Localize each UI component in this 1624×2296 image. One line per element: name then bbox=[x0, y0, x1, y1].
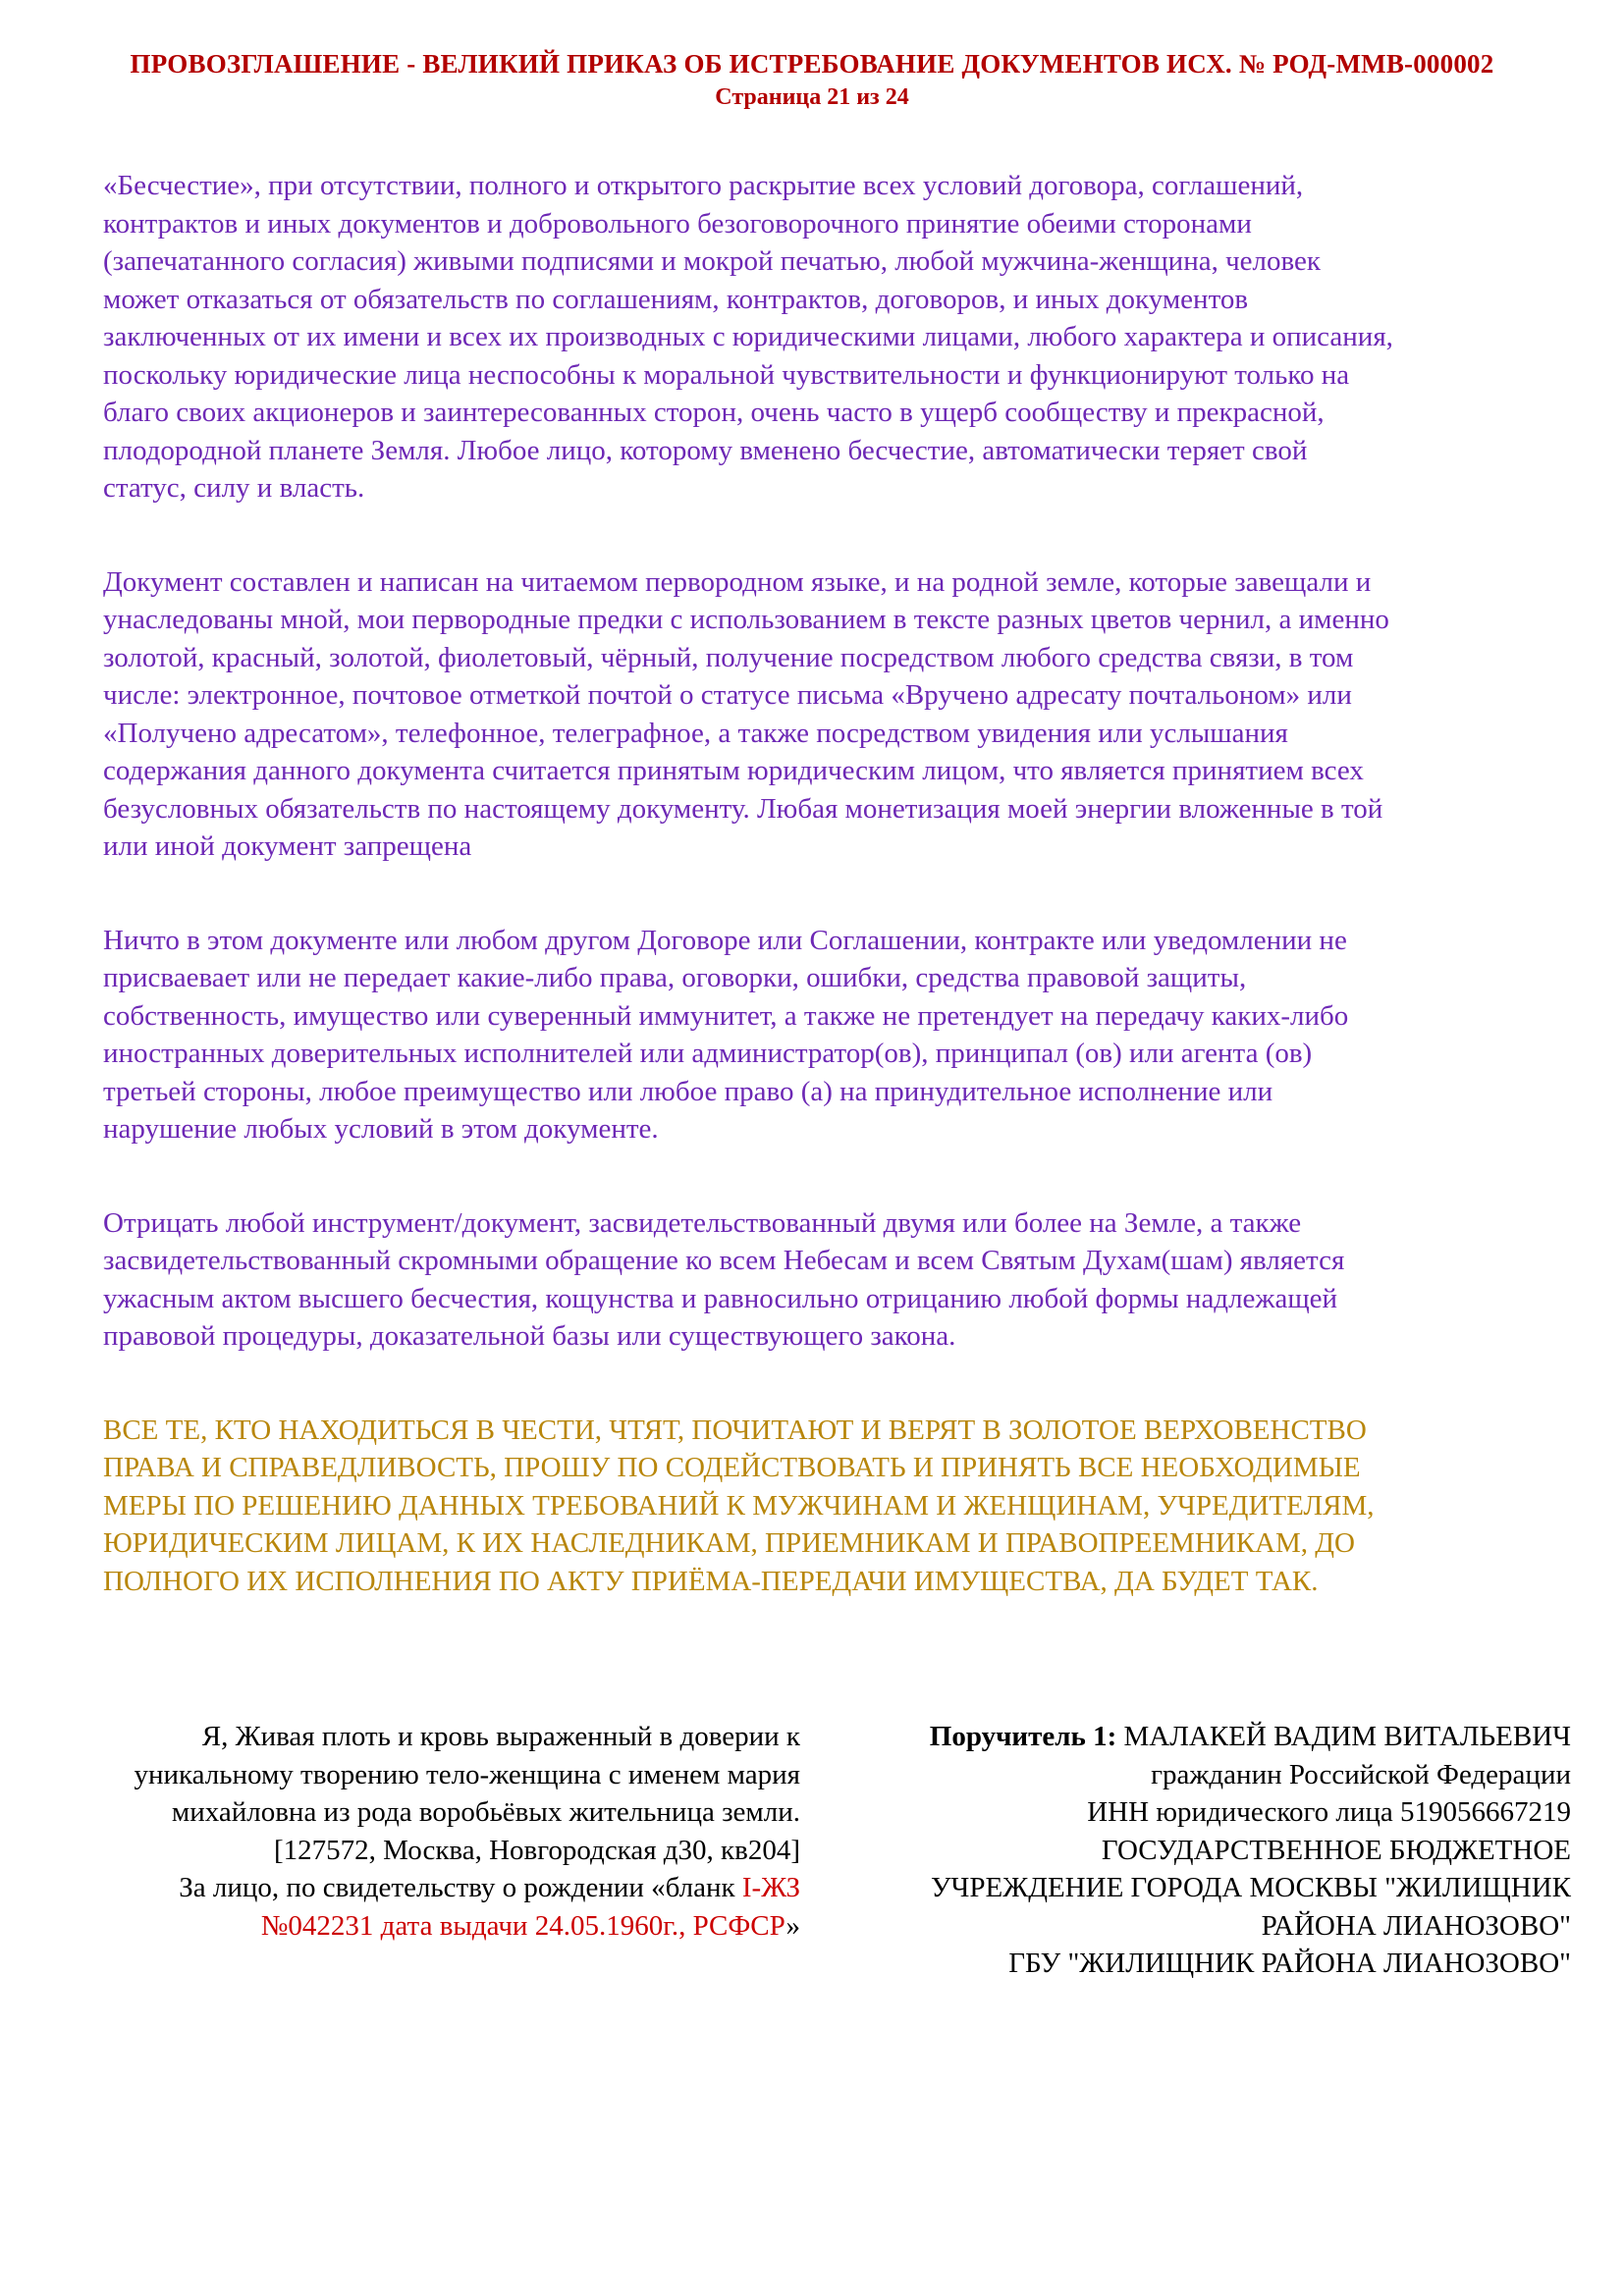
certificate-text: За лицо, по свидетельству о рождении «бланк bbox=[179, 1872, 742, 1903]
guarantor-inn: ИНН юридического лица 519056667219 bbox=[1087, 1796, 1571, 1828]
signature-section bbox=[74, 1718, 1571, 1983]
declarant-text: Я, Живая плоть и кровь выраженный в доверии к уникальному творению тело-женщина с именем мария михайловна из рода воробьёвых жительница земли. bbox=[134, 1721, 800, 1828]
document-body bbox=[103, 167, 1394, 1600]
guarantor-label: Поручитель 1: bbox=[929, 1721, 1117, 1752]
guarantor-organization-short: ГБУ "ЖИЛИЩНИК РАЙОНА ЛИАНОЗОВО" bbox=[1008, 1948, 1571, 1979]
guarantor-name: МАЛАКЕЙ ВАДИМ ВИТАЛЬЕВИЧ bbox=[1123, 1721, 1571, 1752]
document-title: ПРОВОЗГЛАШЕНИЕ - ВЕЛИКИЙ ПРИКАЗ ОБ ИСТРЕБОВАНИЕ ДОКУМЕНТОВ ИСХ. № РОД-ММВ-000002 bbox=[130, 49, 1494, 79]
guarantor-block bbox=[903, 1718, 1571, 1983]
certificate-number-red-text: I-ЖЗ №042231 дата выдачи 24.05.1960г., РСФСР bbox=[260, 1872, 800, 1942]
document-header bbox=[0, 0, 1624, 112]
guarantor-citizenship: гражданин Российской Федерации bbox=[1151, 1758, 1571, 1790]
guarantor-organization: ГОСУДАРСТВЕННОЕ БЮДЖЕТНОЕ УЧРЕЖДЕНИЕ ГОРОДА МОСКВЫ "ЖИЛИЩНИК РАЙОНА ЛИАНОЗОВО" bbox=[930, 1834, 1571, 1942]
body-paragraph-denial: Отрицать любой инструмент/документ, засвидетельствованный двумя или более на Земле, а также засвидетельствованный скромными обращение ко всем Небесам и всем Святым Духам(шам) является ужасным актом высшего бесчестия, кощунства и равносильно отрицанию любой формы надлежащей правовой процедуры, доказательной базы или существующего закона. bbox=[103, 1206, 1345, 1352]
certificate-closing-quote: » bbox=[785, 1909, 800, 1942]
page-number: Страница 21 из 24 bbox=[715, 84, 909, 110]
body-paragraph-language: Документ составлен и написан на читаемом первородном языке, и на родной земле, которые завещали и унаследованы мной, мои первородные предки с использованием в тексте разных цветов чернил, а именно золотой, красный, золотой, фиолетовый, чёрный, получение посредством любого средства связи, в том числе: электронное, почтовое отметкой почтой о статусе письма «Вручено адресату почтальоном» или «Получено адресатом», телефонное, телеграфное, а также посредством увидения или услышания содержания данного документа считается принятым юридическим лицом, что является принятием всех безусловных обязательств по настоящему документу. Любая монетизация моей энергии вложенные в той или иной документ запрещена bbox=[103, 565, 1389, 862]
body-paragraph-rights: Ничто в этом документе или любом другом Договоре или Соглашении, контракте или уведомлении не присваевает или не передает какие-либо права, оговорки, ошибки, средства правовой защиты, собственность, имущество или суверенный иммунитет, а также не претендует на передачу каких-либо иностранных доверительных исполнителей или администратор(ов), принципал (ов) или агента (ов) третьей стороны, любое преимущество или любое право (а) на принудительное исполнение или нарушение любых условий в этом документе. bbox=[103, 924, 1349, 1145]
proclamation-paragraph: ВСЕ ТЕ, КТО НАХОДИТЬСЯ В ЧЕСТИ, ЧТЯТ, ПОЧИТАЮТ И ВЕРЯТ В ЗОЛОТОЕ ВЕРХОВЕНСТВО ПРАВА И СПРАВЕДЛИВОСТЬ, ПРОШУ ПО СОДЕЙСТВОВАТЬ И ПРИНЯТЬ ВСЕ НЕОБХОДИМЫЕ МЕРЫ ПО РЕШЕНИЮ ДАННЫХ ТРЕБОВАНИЙ К МУЖЧИНАМ И ЖЕНЩИНАМ, УЧРЕДИТЕЛЯМ, ЮРИДИЧЕСКИМ ЛИЦАМ, К ИХ НАСЛЕДНИКАМ, ПРИЕМНИКАМ И ПРАВОПРЕЕМНИКАМ, ДО ПОЛНОГО ИХ ИСПОЛНЕНИЯ ПО АКТУ ПРИЁМА-ПЕРЕДАЧИ ИМУЩЕСТВА, ДА БУДЕТ ТАК. bbox=[103, 1414, 1375, 1597]
declarant-block bbox=[74, 1718, 800, 1983]
body-paragraph-dishonor: «Бесчестие», при отсутствии, полного и открытого раскрытие всех условий договора, соглашений, контрактов и иных документов и добровольного безоговорочного принятие обеими сторонами (запечатанного согласия) живыми подписями и мокрой печатью, любой мужчина-женщина, человек может отказаться от обязательств по соглашениям, контрактов, договоров, и иных документов заключенных от их имени и всех их производных с юридическими лицами, любого характера и описания, поскольку юридические лица неспособны к моральной чувствительности и функционируют только на благо своих акционеров и заинтересованных сторон, очень часто в ущерб сообществу и прекрасной, плодородной планете Земля. Любое лицо, которому вменено бесчестие, автоматически теряет свой статус, силу и власть. bbox=[103, 170, 1393, 504]
declarant-address: [127572, Москва, Новгородская д30, кв204] bbox=[274, 1834, 800, 1866]
